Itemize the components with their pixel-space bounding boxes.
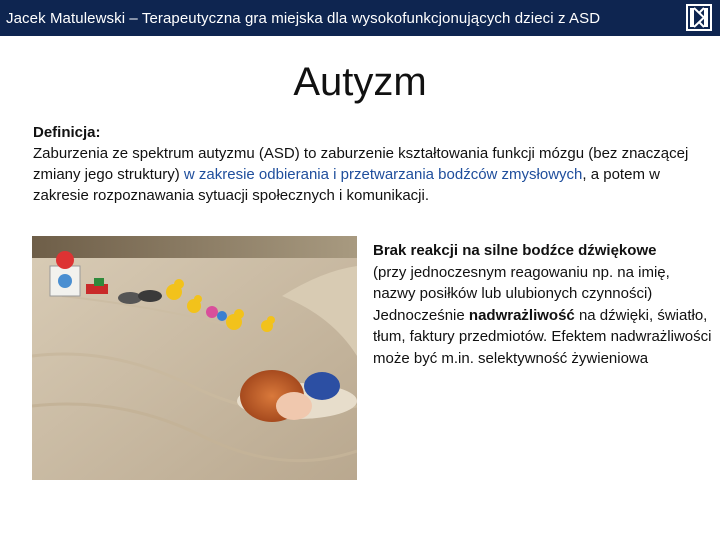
- university-logo-icon: [686, 4, 712, 31]
- child-photo: [32, 236, 357, 480]
- header-bar: [0, 0, 720, 36]
- side-body: [373, 262, 713, 370]
- definition-text-part2: , a potem w zakresie rozpoznawania sytuacji społecznych i komunikacji.: [33, 166, 660, 204]
- side-heading: Brak reakcji na silne bodźce dźwiękowe: [373, 242, 657, 259]
- definition-text: [33, 143, 693, 206]
- side-bold: nadwrażliwość: [468, 306, 575, 324]
- definition-text-part1: Zaburzenia ze spektrum autyzmu (ASD) to zaburzenie kształtowania funkcji mózgu (bez znaczącej zmiany jego struktury): [33, 145, 689, 183]
- definition-heading: Definicja:: [33, 124, 101, 141]
- slide-title: Autyzm: [293, 60, 427, 104]
- definition-highlight: w zakresie odbierania i przetwarzania bodźców zmysłowych: [183, 166, 583, 183]
- side-text-part2: na dźwięki, światło, tłum, faktury przedmiotów. Efektem nadwrażliwości może być m.in. selektywność żywieniowa: [373, 306, 712, 367]
- side-text-part1: (przy jednoczesnym reagowaniu np. na imię, nazwy posiłków lub ulubionych czynności) Jednocześnie: [373, 263, 670, 324]
- header-title: Jacek Matulewski – Terapeutyczna gra miejska dla wysokofunkcjonujących dzieci z ASD: [6, 10, 601, 27]
- definition-block: [33, 122, 693, 206]
- side-text-block: [373, 240, 713, 369]
